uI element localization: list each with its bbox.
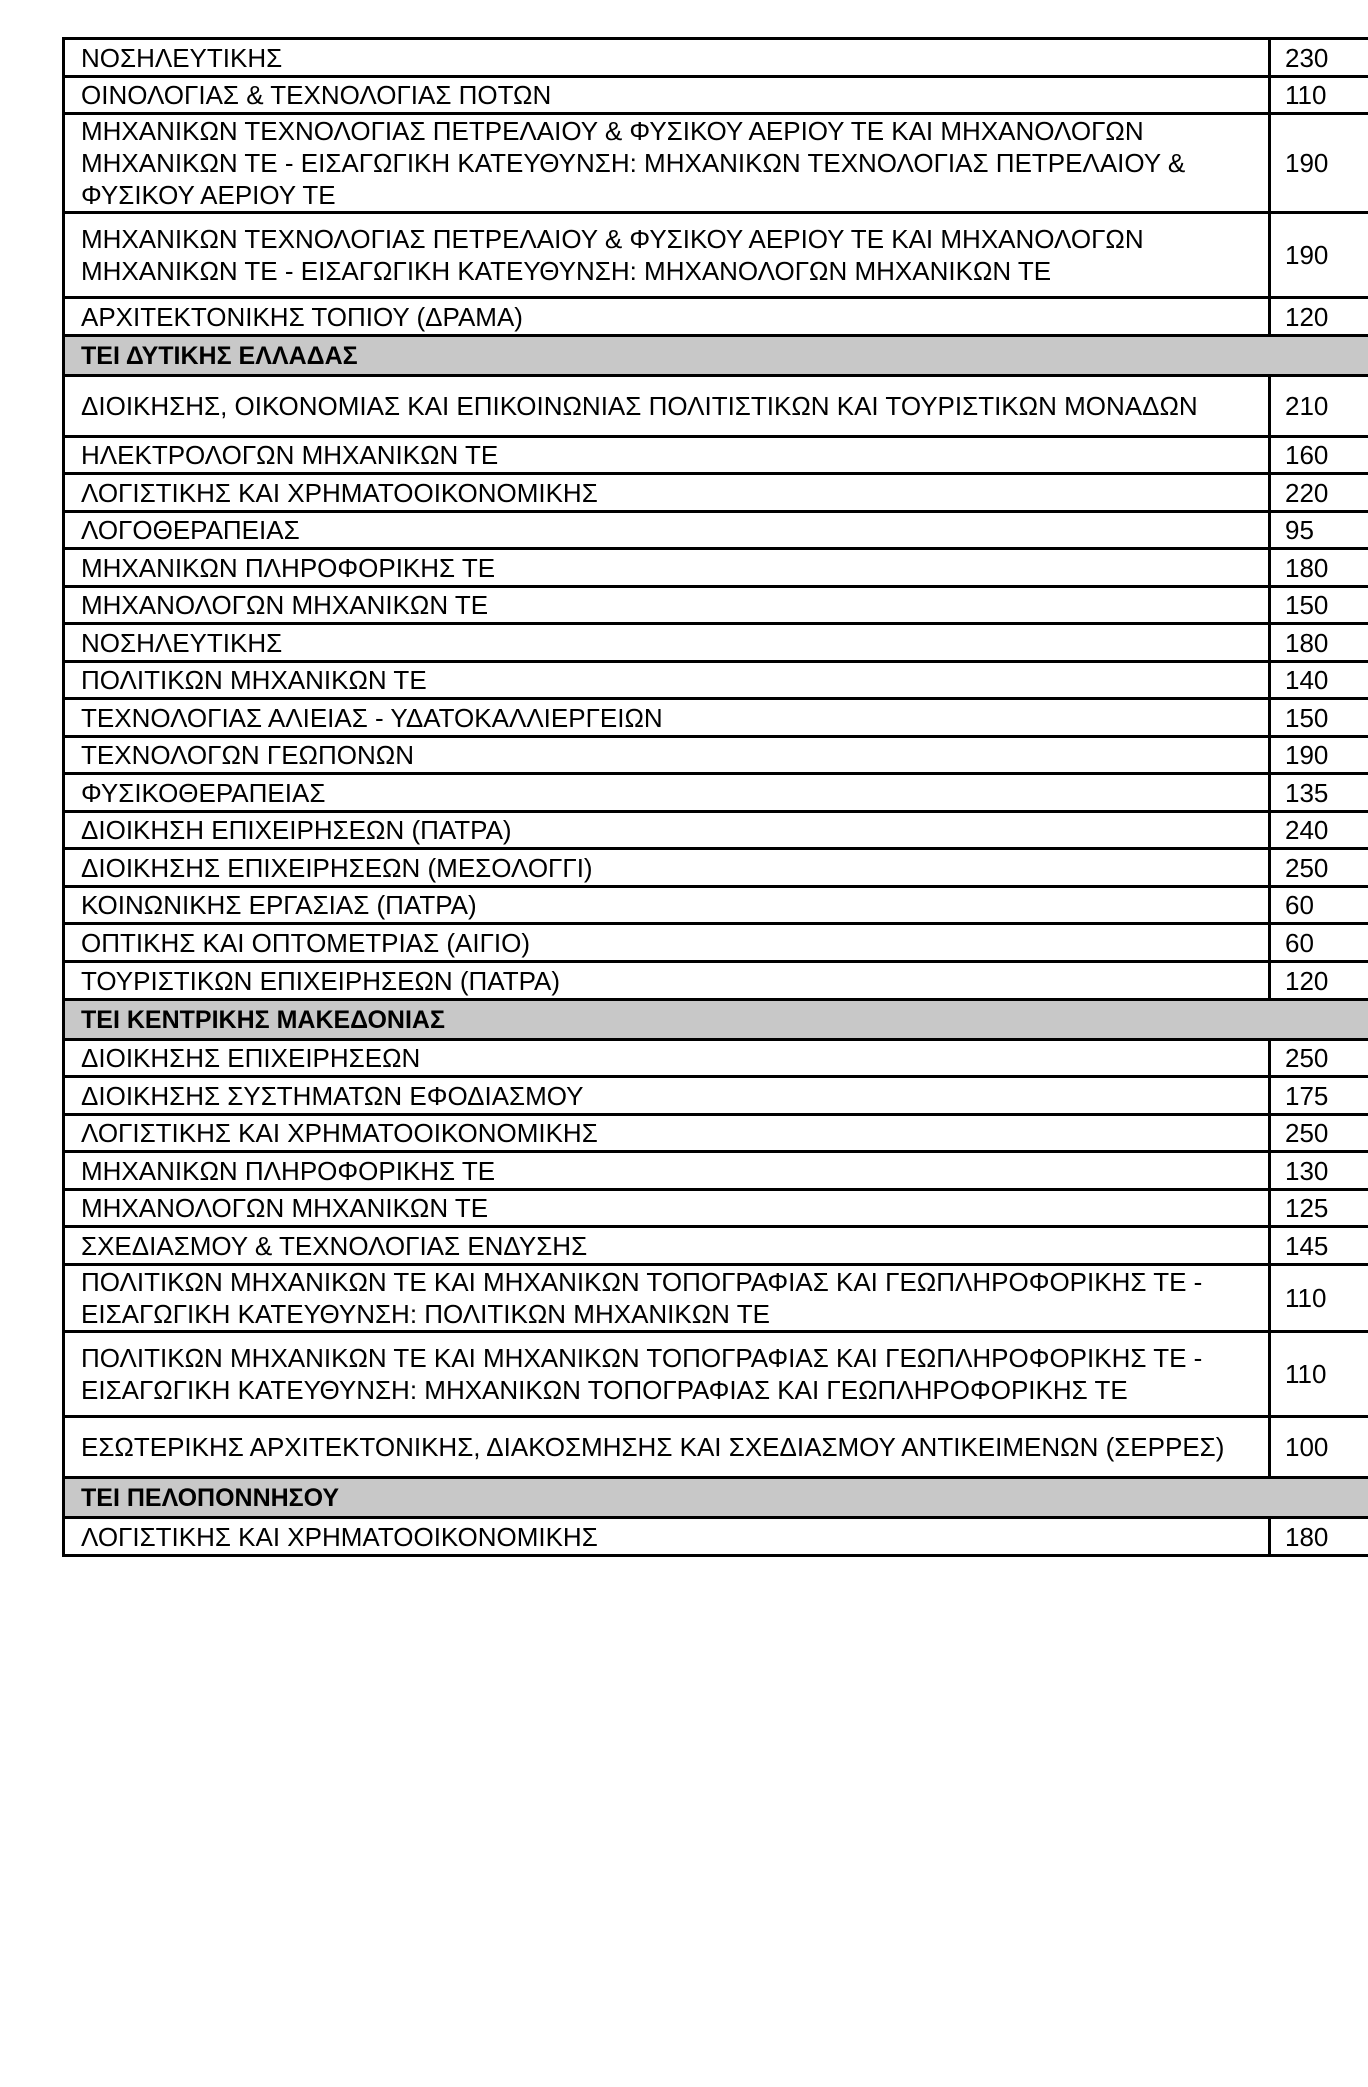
section-header-row bbox=[64, 1000, 1368, 1040]
table-row bbox=[64, 298, 1368, 336]
admission-count: 125 bbox=[1270, 1190, 1368, 1227]
table-row bbox=[64, 774, 1368, 812]
table-row bbox=[64, 587, 1368, 624]
admission-count: 145 bbox=[1270, 1227, 1368, 1265]
admission-count: 240 bbox=[1270, 812, 1368, 849]
table-row bbox=[64, 376, 1368, 437]
department-name: ΔΙΟΙΚΗΣΗΣ ΕΠΙΧΕΙΡΗΣΕΩΝ (ΜΕΣΟΛΟΓΓΙ) bbox=[64, 849, 1270, 887]
admission-count: 130 bbox=[1270, 1152, 1368, 1190]
admission-count: 110 bbox=[1270, 1332, 1368, 1417]
table-row bbox=[64, 662, 1368, 699]
department-name: ΤΟΥΡΙΣΤΙΚΩΝ ΕΠΙΧΕΙΡΗΣΕΩΝ (ΠΑΤΡΑ) bbox=[64, 962, 1270, 1000]
section-title: ΤΕΙ ΔΥΤΙΚΗΣ ΕΛΛΑΔΑΣ bbox=[64, 336, 1368, 376]
admission-count: 150 bbox=[1270, 587, 1368, 624]
admission-count: 110 bbox=[1270, 77, 1368, 114]
department-name: ΑΡΧΙΤΕΚΤΟΝΙΚΗΣ ΤΟΠΙΟΥ (ΔΡΑΜΑ) bbox=[64, 298, 1270, 336]
admission-count: 150 bbox=[1270, 699, 1368, 737]
table-row bbox=[64, 1115, 1368, 1152]
table-row bbox=[64, 924, 1368, 962]
department-name: ΜΗΧΑΝΟΛΟΓΩΝ ΜΗΧΑΝΙΚΩΝ ΤΕ bbox=[64, 587, 1270, 624]
department-name: ΔΙΟΙΚΗΣΗΣ, ΟΙΚΟΝΟΜΙΑΣ ΚΑΙ ΕΠΙΚΟΙΝΩΝΙΑΣ ΠΟΛΙΤΙΣΤΙΚΩΝ ΚΑΙ ΤΟΥΡΙΣΤΙΚΩΝ ΜΟΝΑΔΩΝ bbox=[64, 376, 1270, 437]
admission-count: 220 bbox=[1270, 474, 1368, 512]
department-name: ΛΟΓΙΣΤΙΚΗΣ ΚΑΙ ΧΡΗΜΑΤΟΟΙΚΟΝΟΜΙΚΗΣ bbox=[64, 1518, 1270, 1556]
admission-count: 120 bbox=[1270, 298, 1368, 336]
admission-count: 175 bbox=[1270, 1077, 1368, 1115]
department-name: ΗΛΕΚΤΡΟΛΟΓΩΝ ΜΗΧΑΝΙΚΩΝ ΤΕ bbox=[64, 437, 1270, 474]
admission-count: 180 bbox=[1270, 549, 1368, 587]
table-row bbox=[64, 1152, 1368, 1190]
table-row bbox=[64, 849, 1368, 887]
section-title: ΤΕΙ ΚΕΝΤΡΙΚΗΣ ΜΑΚΕΔΟΝΙΑΣ bbox=[64, 1000, 1368, 1040]
table-row bbox=[64, 437, 1368, 474]
department-name: ΜΗΧΑΝΟΛΟΓΩΝ ΜΗΧΑΝΙΚΩΝ ΤΕ bbox=[64, 1190, 1270, 1227]
department-name: ΣΧΕΔΙΑΣΜΟΥ & ΤΕΧΝΟΛΟΓΙΑΣ ΕΝΔΥΣΗΣ bbox=[64, 1227, 1270, 1265]
table-row bbox=[64, 474, 1368, 512]
department-name: ΤΕΧΝΟΛΟΓΙΑΣ ΑΛΙΕΙΑΣ - ΥΔΑΤΟΚΑΛΛΙΕΡΓΕΙΩΝ bbox=[64, 699, 1270, 737]
admission-count: 140 bbox=[1270, 662, 1368, 699]
table-row bbox=[64, 1417, 1368, 1478]
department-name: ΛΟΓΟΘΕΡΑΠΕΙΑΣ bbox=[64, 512, 1270, 549]
department-name: ΝΟΣΗΛΕΥΤΙΚΗΣ bbox=[64, 624, 1270, 662]
department-name: ΠΟΛΙΤΙΚΩΝ ΜΗΧΑΝΙΚΩΝ ΤΕ ΚΑΙ ΜΗΧΑΝΙΚΩΝ ΤΟΠΟΓΡΑΦΙΑΣ ΚΑΙ ΓΕΩΠΛΗΡΟΦΟΡΙΚΗΣ ΤΕ - ΕΙΣΑΓΩΓΙΚΗ ΚΑΤΕΥΘΥΝΣΗ: ΜΗΧΑΝΙΚΩΝ ΤΟΠΟΓΡΑΦΙΑΣ ΚΑΙ ΓΕΩΠΛΗΡΟΦΟΡΙΚΗΣ ΤΕ bbox=[64, 1332, 1270, 1417]
admission-count: 230 bbox=[1270, 39, 1368, 77]
department-name: ΚΟΙΝΩΝΙΚΗΣ ΕΡΓΑΣΙΑΣ (ΠΑΤΡΑ) bbox=[64, 887, 1270, 924]
department-name: ΜΗΧΑΝΙΚΩΝ ΠΛΗΡΟΦΟΡΙΚΗΣ ΤΕ bbox=[64, 549, 1270, 587]
admission-count: 250 bbox=[1270, 1115, 1368, 1152]
table-row bbox=[64, 1190, 1368, 1227]
department-name: ΛΟΓΙΣΤΙΚΗΣ ΚΑΙ ΧΡΗΜΑΤΟΟΙΚΟΝΟΜΙΚΗΣ bbox=[64, 474, 1270, 512]
admission-count: 160 bbox=[1270, 437, 1368, 474]
table-row bbox=[64, 549, 1368, 587]
admission-count: 250 bbox=[1270, 849, 1368, 887]
admission-count: 100 bbox=[1270, 1417, 1368, 1478]
admissions-table bbox=[62, 37, 1368, 1557]
table-row bbox=[64, 114, 1368, 213]
table-row bbox=[64, 737, 1368, 774]
admission-count: 60 bbox=[1270, 887, 1368, 924]
admission-count: 110 bbox=[1270, 1265, 1368, 1332]
department-name: ΤΕΧΝΟΛΟΓΩΝ ΓΕΩΠΟΝΩΝ bbox=[64, 737, 1270, 774]
department-name: ΠΟΛΙΤΙΚΩΝ ΜΗΧΑΝΙΚΩΝ ΤΕ bbox=[64, 662, 1270, 699]
table-row bbox=[64, 887, 1368, 924]
department-name: ΔΙΟΙΚΗΣΗ ΕΠΙΧΕΙΡΗΣΕΩΝ (ΠΑΤΡΑ) bbox=[64, 812, 1270, 849]
admission-count: 120 bbox=[1270, 962, 1368, 1000]
admission-count: 180 bbox=[1270, 1518, 1368, 1556]
department-name: ΛΟΓΙΣΤΙΚΗΣ ΚΑΙ ΧΡΗΜΑΤΟΟΙΚΟΝΟΜΙΚΗΣ bbox=[64, 1115, 1270, 1152]
table-row bbox=[64, 699, 1368, 737]
department-name: ΟΠΤΙΚΗΣ ΚΑΙ ΟΠΤΟΜΕΤΡΙΑΣ (ΑΙΓΙΟ) bbox=[64, 924, 1270, 962]
table-row bbox=[64, 812, 1368, 849]
admission-count: 250 bbox=[1270, 1040, 1368, 1077]
department-name: ΜΗΧΑΝΙΚΩΝ ΤΕΧΝΟΛΟΓΙΑΣ ΠΕΤΡΕΛΑΙΟΥ & ΦΥΣΙΚΟΥ ΑΕΡΙΟΥ ΤΕ ΚΑΙ ΜΗΧΑΝΟΛΟΓΩΝ ΜΗΧΑΝΙΚΩΝ ΤΕ - ΕΙΣΑΓΩΓΙΚΗ ΚΑΤΕΥΘΥΝΣΗ: ΜΗΧΑΝΙΚΩΝ ΤΕΧΝΟΛΟΓΙΑΣ ΠΕΤΡΕΛΑΙΟΥ & ΦΥΣΙΚΟΥ ΑΕΡΙΟΥ ΤΕ bbox=[64, 114, 1270, 213]
admission-count: 180 bbox=[1270, 624, 1368, 662]
admission-count: 190 bbox=[1270, 737, 1368, 774]
department-name: ΔΙΟΙΚΗΣΗΣ ΣΥΣΤΗΜΑΤΩΝ ΕΦΟΔΙΑΣΜΟΥ bbox=[64, 1077, 1270, 1115]
table-row bbox=[64, 512, 1368, 549]
table-row bbox=[64, 624, 1368, 662]
section-header-row bbox=[64, 336, 1368, 376]
table-row bbox=[64, 77, 1368, 114]
admission-count: 190 bbox=[1270, 114, 1368, 213]
department-name: ΝΟΣΗΛΕΥΤΙΚΗΣ bbox=[64, 39, 1270, 77]
table-row bbox=[64, 1332, 1368, 1417]
department-name: ΟΙΝΟΛΟΓΙΑΣ & ΤΕΧΝΟΛΟΓΙΑΣ ΠΟΤΩΝ bbox=[64, 77, 1270, 114]
section-header-row bbox=[64, 1478, 1368, 1518]
table-row bbox=[64, 213, 1368, 298]
admission-count: 95 bbox=[1270, 512, 1368, 549]
department-name: ΕΣΩΤΕΡΙΚΗΣ ΑΡΧΙΤΕΚΤΟΝΙΚΗΣ, ΔΙΑΚΟΣΜΗΣΗΣ ΚΑΙ ΣΧΕΔΙΑΣΜΟΥ ΑΝΤΙΚΕΙΜΕΝΩΝ (ΣΕΡΡΕΣ) bbox=[64, 1417, 1270, 1478]
admission-count: 135 bbox=[1270, 774, 1368, 812]
admission-count: 60 bbox=[1270, 924, 1368, 962]
table-row bbox=[64, 1518, 1368, 1556]
department-name: ΦΥΣΙΚΟΘΕΡΑΠΕΙΑΣ bbox=[64, 774, 1270, 812]
section-title: ΤΕΙ ΠΕΛΟΠΟΝΝΗΣΟΥ bbox=[64, 1478, 1368, 1518]
table-row bbox=[64, 1040, 1368, 1077]
table-row bbox=[64, 1265, 1368, 1332]
department-name: ΠΟΛΙΤΙΚΩΝ ΜΗΧΑΝΙΚΩΝ ΤΕ ΚΑΙ ΜΗΧΑΝΙΚΩΝ ΤΟΠΟΓΡΑΦΙΑΣ ΚΑΙ ΓΕΩΠΛΗΡΟΦΟΡΙΚΗΣ ΤΕ - ΕΙΣΑΓΩΓΙΚΗ ΚΑΤΕΥΘΥΝΣΗ: ΠΟΛΙΤΙΚΩΝ ΜΗΧΑΝΙΚΩΝ ΤΕ bbox=[64, 1265, 1270, 1332]
admission-count: 190 bbox=[1270, 213, 1368, 298]
table-row bbox=[64, 1077, 1368, 1115]
table-row bbox=[64, 962, 1368, 1000]
department-name: ΜΗΧΑΝΙΚΩΝ ΠΛΗΡΟΦΟΡΙΚΗΣ ΤΕ bbox=[64, 1152, 1270, 1190]
table-row bbox=[64, 39, 1368, 77]
table-row bbox=[64, 1227, 1368, 1265]
department-name: ΜΗΧΑΝΙΚΩΝ ΤΕΧΝΟΛΟΓΙΑΣ ΠΕΤΡΕΛΑΙΟΥ & ΦΥΣΙΚΟΥ ΑΕΡΙΟΥ ΤΕ ΚΑΙ ΜΗΧΑΝΟΛΟΓΩΝ ΜΗΧΑΝΙΚΩΝ ΤΕ - ΕΙΣΑΓΩΓΙΚΗ ΚΑΤΕΥΘΥΝΣΗ: ΜΗΧΑΝΟΛΟΓΩΝ ΜΗΧΑΝΙΚΩΝ ΤΕ bbox=[64, 213, 1270, 298]
admission-count: 210 bbox=[1270, 376, 1368, 437]
department-name: ΔΙΟΙΚΗΣΗΣ ΕΠΙΧΕΙΡΗΣΕΩΝ bbox=[64, 1040, 1270, 1077]
